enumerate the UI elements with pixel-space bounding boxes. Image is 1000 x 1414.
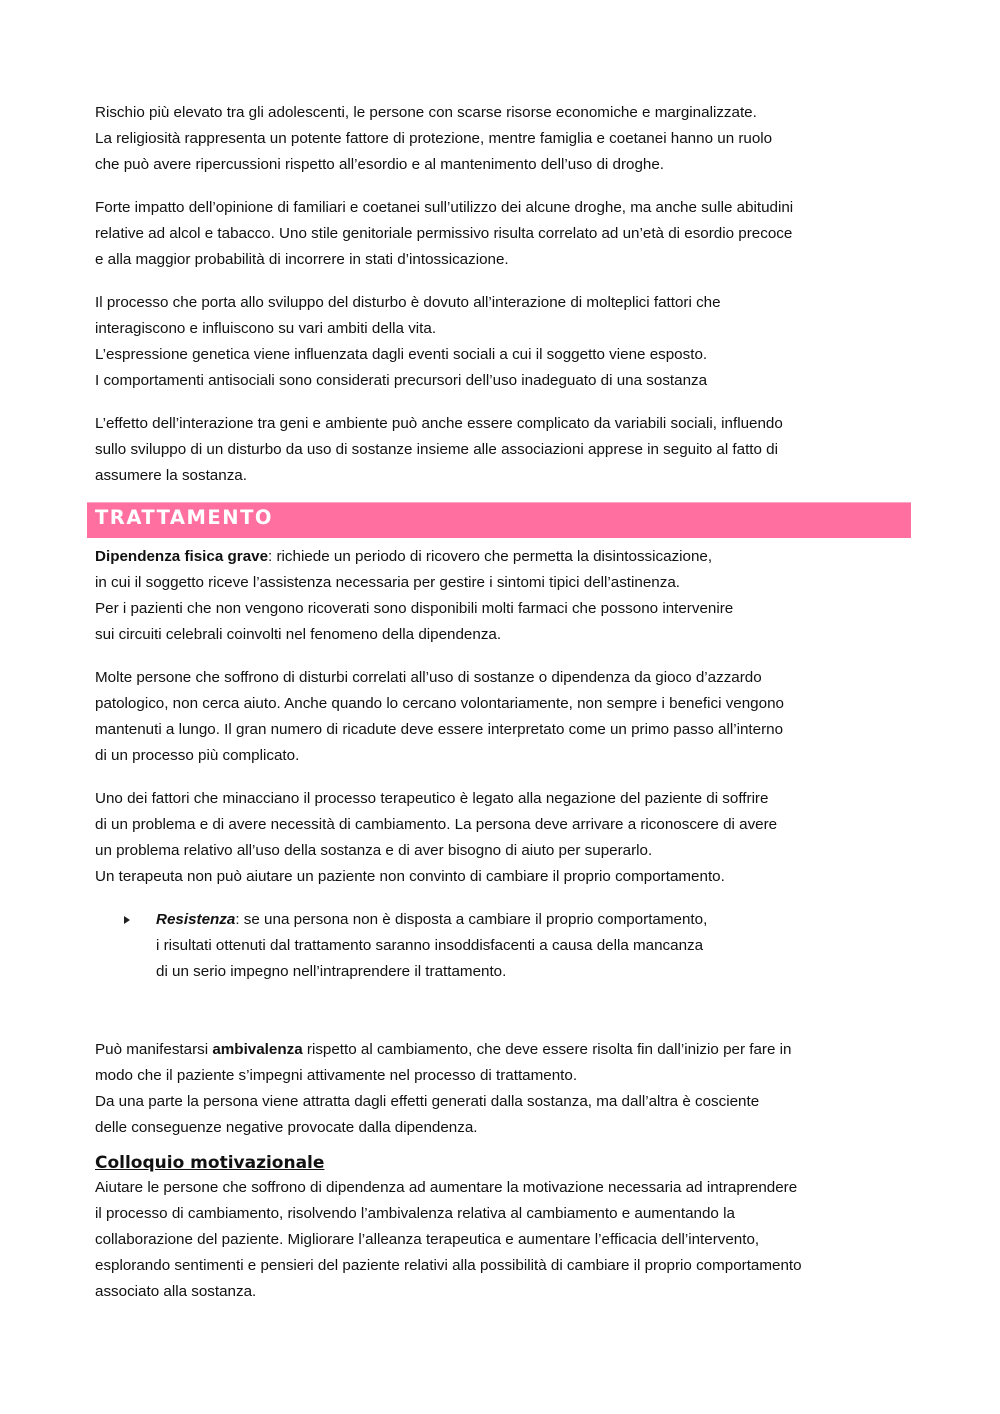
text-line: il processo di cambiamento, risolvendo l’ambivalenza relativa al cambiamento e aumentando la (95, 1205, 735, 1222)
text-line: Rischio più elevato tra gli adolescenti, le persone con scarse risorse economiche e marginalizzate. (95, 104, 757, 121)
text-line: Un terapeuta non può aiutare un paziente non convinto di cambiare il proprio comportamento. (95, 868, 725, 885)
document-page (95, 100, 915, 1322)
paragraph-family-influence (95, 195, 915, 273)
text-line: I comportamenti antisociali sono considerati precursori dell’uso inadeguato di una sostanza (95, 372, 708, 389)
text-line: relative ad alcol e tabacco. Uno stile genitoriale permissivo risulta correlato ad un’età di esordio precoce (95, 225, 793, 242)
text-fragment: rispetto al cambiamento, che deve essere risolta fin dall’inizio per fare in (302, 1041, 792, 1058)
text-line: un problema relativo all’uso della sostanza e di aver bisogno di aiuto per superarlo. (95, 842, 653, 859)
bold-italic-term: Resistenza (156, 911, 236, 928)
bold-term: ambivalenza (212, 1041, 303, 1058)
text-line: esplorando sentimenti e pensieri del paziente relativi alla possibilità di cambiare il proprio comportamento (95, 1257, 802, 1274)
paragraph-development-process (95, 290, 915, 394)
text-line: che può avere ripercussioni rispetto all’esordio e al mantenimento dell’uso di droghe. (95, 156, 665, 173)
text-line: interagiscono e influiscono su vari ambiti della vita. (95, 320, 437, 337)
paragraph-motivational-interview (95, 1175, 915, 1305)
paragraph-ambivalence (95, 1037, 915, 1141)
paragraph-seeking-help (95, 665, 915, 769)
subsection-title: Colloquio motivazionale (95, 1153, 325, 1173)
text-line: patologico, non cerca aiuto. Anche quando lo cercano volontariamente, non sempre i benefici vengono (95, 695, 784, 712)
text-line: associato alla sostanza. (95, 1283, 257, 1300)
paragraph-denial (95, 786, 915, 890)
text-line: Da una parte la persona viene attratta dagli effetti generati dalla sostanza, ma dall’altra è cosciente (95, 1093, 760, 1110)
text-line: mantenuti a lungo. Il gran numero di ricadute deve essere interpretato come un primo passo all’interno (95, 721, 784, 738)
section-banner (87, 502, 911, 538)
text-line: sullo sviluppo di un disturbo da uso di sostanze insieme alle associazioni apprese in seguito al fatto di (95, 441, 778, 458)
text-line: Aiutare le persone che soffrono di dipendenza ad aumentare la motivazione necessaria ad intraprendere (95, 1179, 798, 1196)
text-line: di un problema e di avere necessità di cambiamento. La persona deve arrivare a riconoscere di avere (95, 816, 778, 833)
text-line (95, 1037, 915, 1063)
text-line: assumere la sostanza. (95, 467, 247, 484)
text-fragment: : richiede un periodo di ricovero che permetta la disintossicazione, (268, 548, 713, 565)
text-line: Il processo che porta allo sviluppo del disturbo è dovuto all’interazione di molteplici fattori che (95, 294, 721, 311)
text-line: modo che il paziente s’impegni attivamente nel processo di trattamento. (95, 1067, 578, 1084)
text-line: delle conseguenze negative provocate dalla dipendenza. (95, 1119, 478, 1136)
text-line: e alla maggior probabilità di incorrere in stati d’intossicazione. (95, 251, 509, 268)
text-line: sui circuiti celebrali coinvolti nel fenomeno della dipendenza. (95, 626, 502, 643)
text-line: Forte impatto dell’opinione di familiari e coetanei sull’utilizzo dei alcune droghe, ma anche sulle abitudini (95, 199, 794, 216)
text-line: La religiosità rappresenta un potente fattore di protezione, mentre famiglia e coetanei hanno un ruolo (95, 130, 773, 147)
text-line: Molte persone che soffrono di disturbi correlati all’uso di sostanze o dipendenza da gioco d’azzardo (95, 669, 762, 686)
text-line: di un processo più complicato. (95, 747, 300, 764)
bold-term: Dipendenza fisica grave (95, 548, 269, 565)
section-title: TRATTAMENTO (95, 506, 273, 529)
text-line (156, 907, 915, 933)
text-line: L’espressione genetica viene influenzata dagli eventi sociali a cui il soggetto viene esposto. (95, 346, 708, 363)
text-fragment: Può manifestarsi (95, 1041, 213, 1058)
bullet-arrow-icon (124, 916, 130, 924)
text-line: in cui il soggetto riceve l’assistenza necessaria per gestire i sintomi tipici dell’astinenza. (95, 574, 680, 591)
text-line: L’effetto dell’interazione tra geni e ambiente può anche essere complicato da variabili sociali, influendo (95, 415, 783, 432)
text-line: di un serio impegno nell’intraprendere il trattamento. (156, 963, 507, 980)
text-line: Per i pazienti che non vengono ricoverati sono disponibili molti farmaci che possono intervenire (95, 600, 734, 617)
bullet-item-resistance (95, 907, 915, 985)
paragraph-risk-factors (95, 100, 915, 178)
paragraph-physical-dependence (95, 544, 915, 648)
text-fragment: : se una persona non è disposta a cambiare il proprio comportamento, (235, 911, 708, 928)
paragraph-gene-environment (95, 411, 915, 489)
text-line: i risultati ottenuti dal trattamento saranno insoddisfacenti a causa della mancanza (156, 937, 704, 954)
text-line: collaborazione del paziente. Migliorare l’alleanza terapeutica e aumentare l’efficacia dell’intervento, (95, 1231, 760, 1248)
text-line (95, 544, 915, 570)
text-line: Uno dei fattori che minacciano il processo terapeutico è legato alla negazione del paziente di soffrire (95, 790, 769, 807)
